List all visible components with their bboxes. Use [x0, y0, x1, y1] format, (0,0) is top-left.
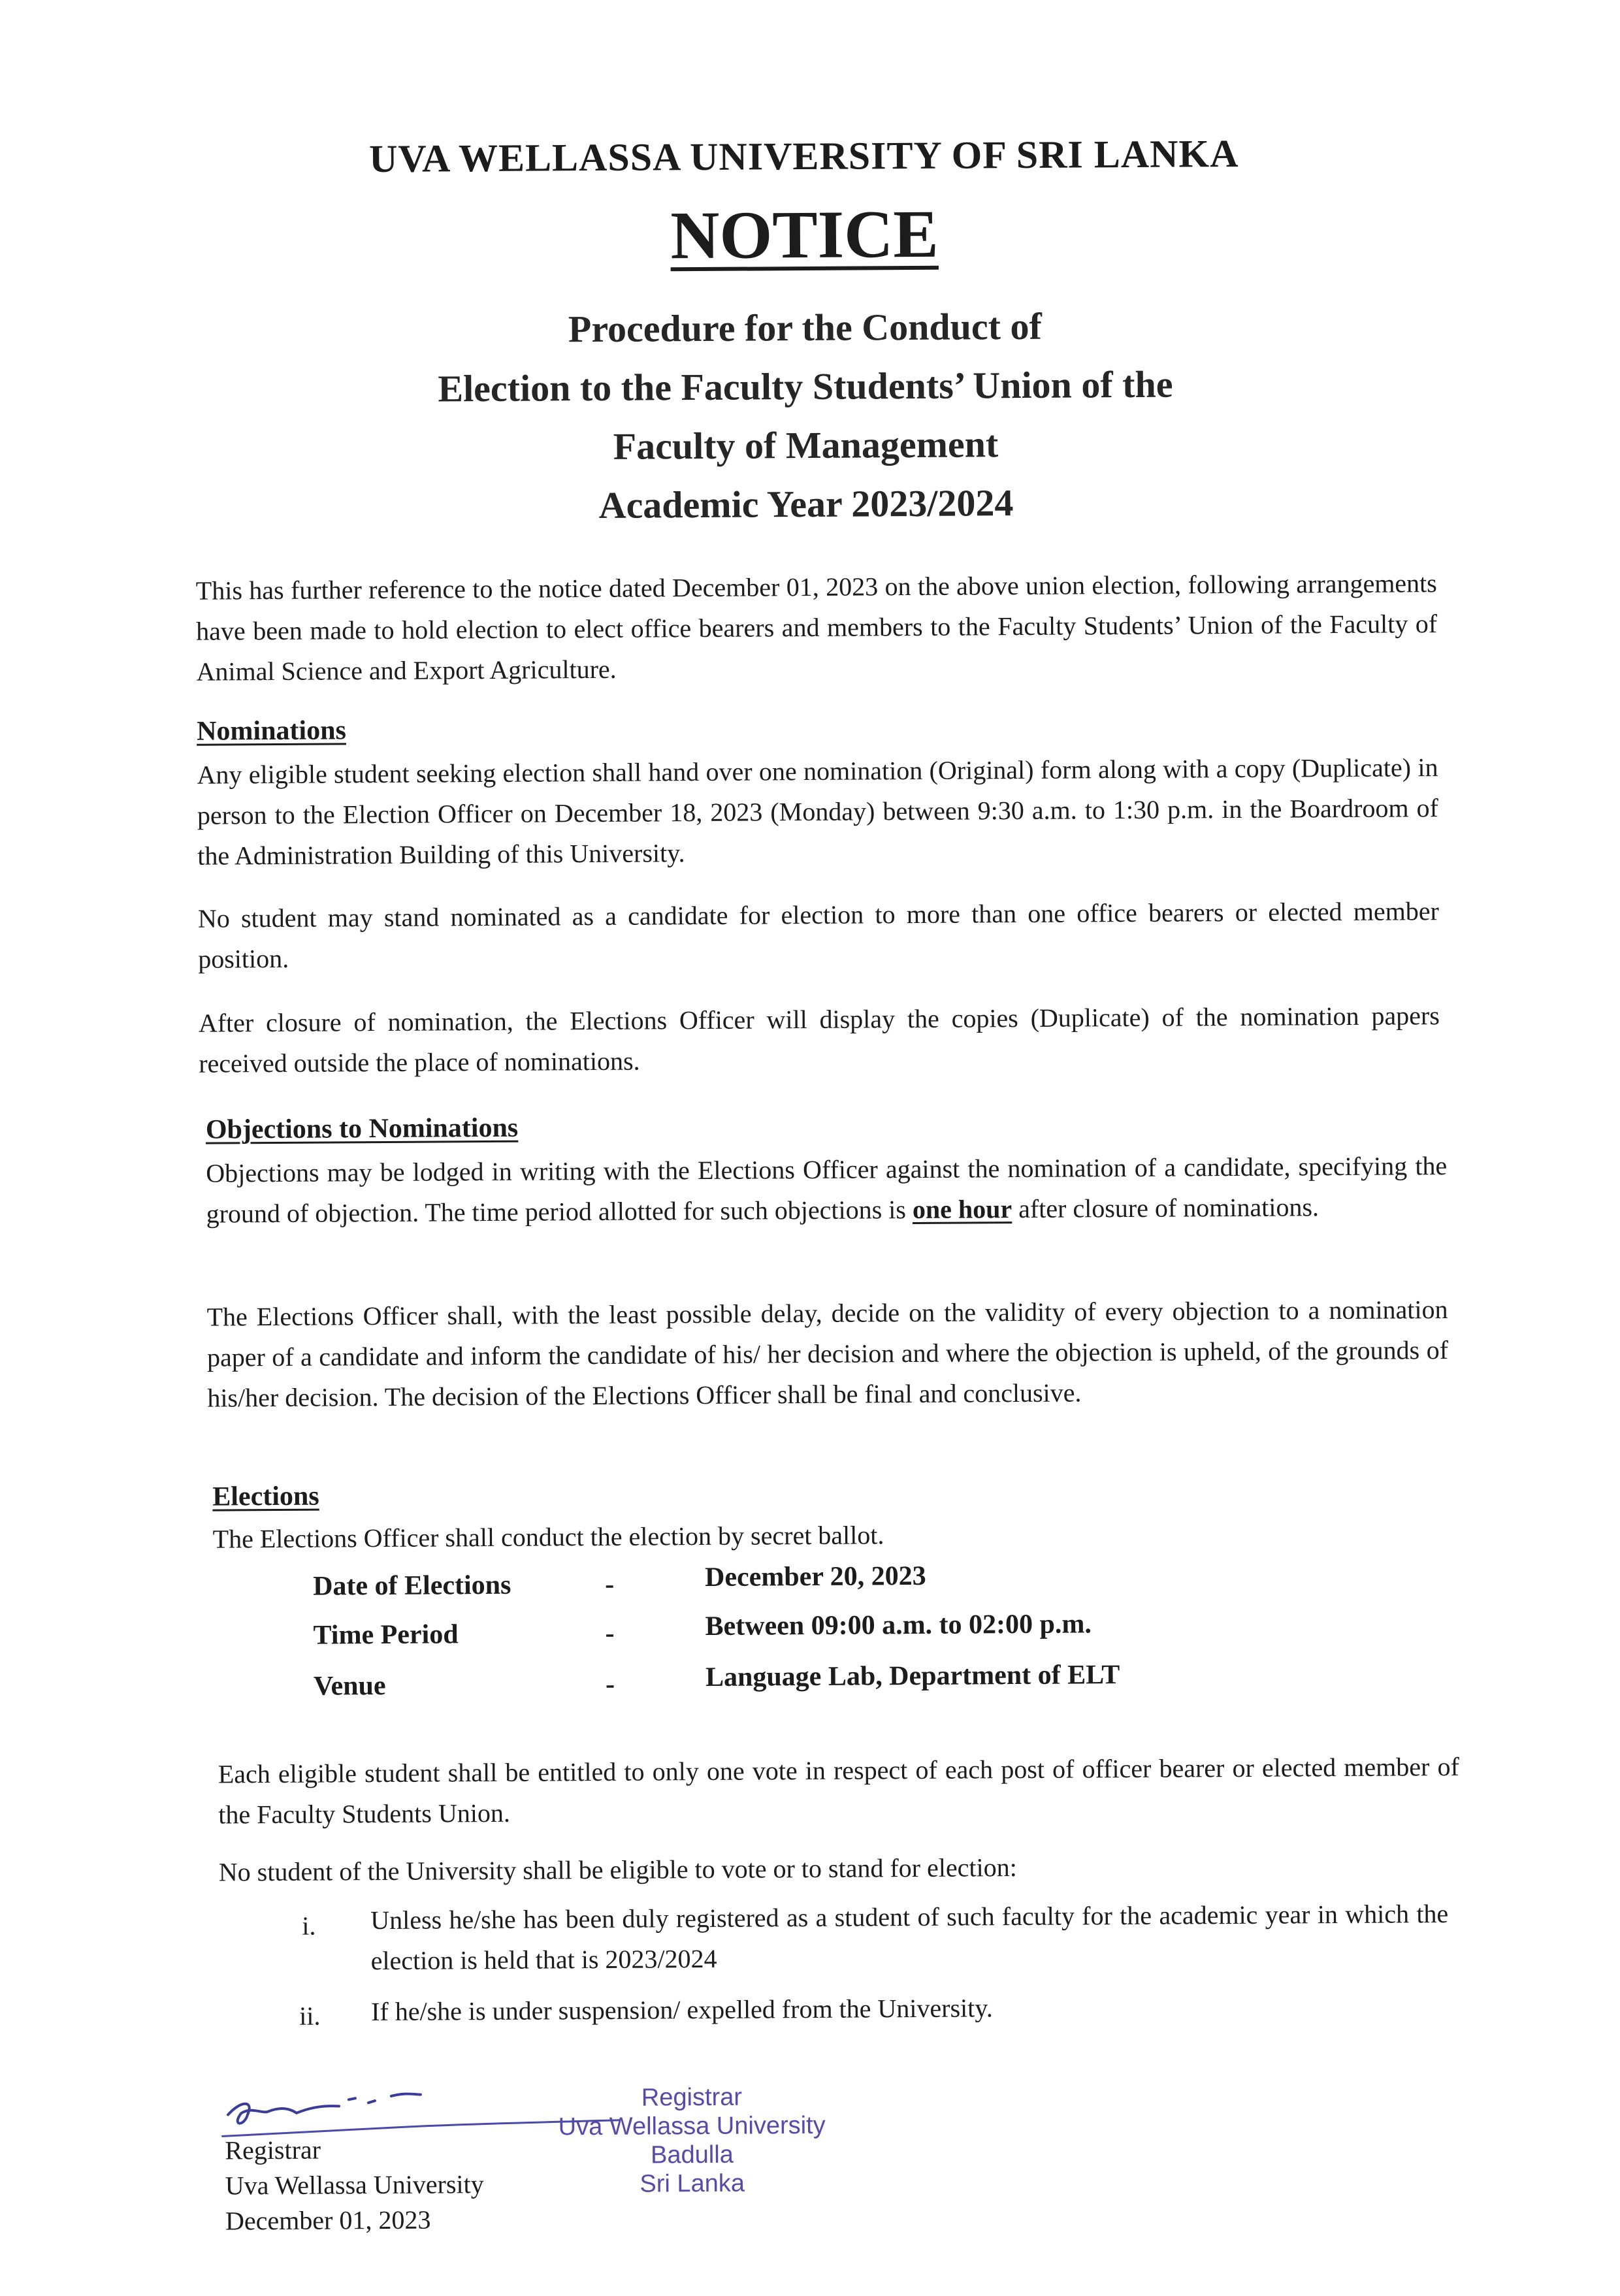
signatory-title: Registrar: [225, 2135, 321, 2165]
list-number: ii.: [299, 2001, 321, 2031]
list-number: i.: [302, 1911, 316, 1941]
elections-paragraph-1: The Elections Officer shall conduct the election by secret ballot.: [212, 1520, 884, 1554]
elections-heading: Elections: [212, 1481, 319, 1512]
university-name: UVA WELLASSA UNIVERSITY OF SRI LANKA: [368, 131, 1239, 181]
list-item-2: If he/she is under suspension/ expelled from the University.: [370, 1993, 993, 2027]
subtitle-line-3: Faculty of Management: [613, 423, 999, 468]
detail-value-date: December 20, 2023: [704, 1560, 926, 1593]
elections-paragraph-2: Each eligible student shall be entitled to only one vote in respect of each post of officer bearer or elected member of the Faculty Students Union.: [218, 1751, 1459, 1830]
notice-title: NOTICE: [670, 196, 939, 274]
list-item-1: Unless he/she has been duly registered as a student of such faculty for the academic year in which the election is held that is 2023/2024: [370, 1899, 1449, 1976]
subtitle-line-1: Procedure for the Conduct of: [568, 304, 1043, 351]
detail-label-venue: Venue: [313, 1670, 386, 1702]
objections-paragraph-1: Objections may be lodged in writing with the Elections Officer against the nomination of a candidate, specifying the ground of objection. The time period allotted for such objections is one hour after closure of nominations.: [206, 1151, 1448, 1229]
elections-paragraph-3: No student of the University shall be eligible to vote or to stand for election:: [218, 1852, 1017, 1887]
detail-separator: -: [604, 1569, 615, 1600]
nominations-heading: Nominations: [196, 715, 346, 747]
objections-paragraph-2: The Elections Officer shall, with the least possible delay, decide on the validity of every objection to a nomination paper of a candidate and inform the candidate of his/ her decision and where the objection is upheld, of the grounds of his/her decision. The decision of the Elections Officer shall be final and conclusive.: [206, 1295, 1449, 1413]
detail-value-time: Between 09:00 a.m. to 02:00 p.m.: [705, 1609, 1092, 1641]
nominations-paragraph-3: After closure of nomination, the Elections Officer will display the copies (Duplicate) of the nomination papers received outside the place of nominations.: [198, 1001, 1440, 1078]
nominations-paragraph-1: Any eligible student seeking election shall hand over one nomination (Original) form along with a copy (Duplicate) in person to the Election Officer on December 18, 2023 (Monday) between 9:30 a.m. to 1:30 p.m. in the Boardroom of the Administration Building of this University.: [197, 752, 1439, 871]
one-hour-emphasis: one hour: [912, 1194, 1012, 1225]
detail-label-time: Time Period: [313, 1619, 459, 1651]
subtitle-line-2: Election to the Faculty Students’ Union of the: [438, 363, 1173, 410]
detail-separator: -: [605, 1618, 615, 1649]
detail-separator: -: [605, 1669, 615, 1700]
detail-value-venue: Language Lab, Department of ELT: [705, 1660, 1120, 1692]
objections-heading: Objections to Nominations: [205, 1112, 519, 1145]
subtitle-line-4: Academic Year 2023/2024: [598, 481, 1014, 526]
registrar-stamp: Registrar Uva Wellassa University Badulla Sri Lanka: [558, 2083, 826, 2198]
nominations-paragraph-2: No student may stand nominated as a candidate for election to more than one office bearers or elected member position.: [197, 896, 1439, 974]
signature-date: December 01, 2023: [225, 2205, 431, 2236]
signatory-organization: Uva Wellassa University: [225, 2169, 484, 2201]
intro-paragraph: This has further reference to the notice dated December 01, 2023 on the above union election, following arrangements have been made to hold election to elect office bearers and members to the Faculty Students’ Union of the Faculty of Animal Science and Export Agriculture.: [195, 568, 1438, 687]
detail-label-date: Date of Elections: [312, 1570, 511, 1602]
